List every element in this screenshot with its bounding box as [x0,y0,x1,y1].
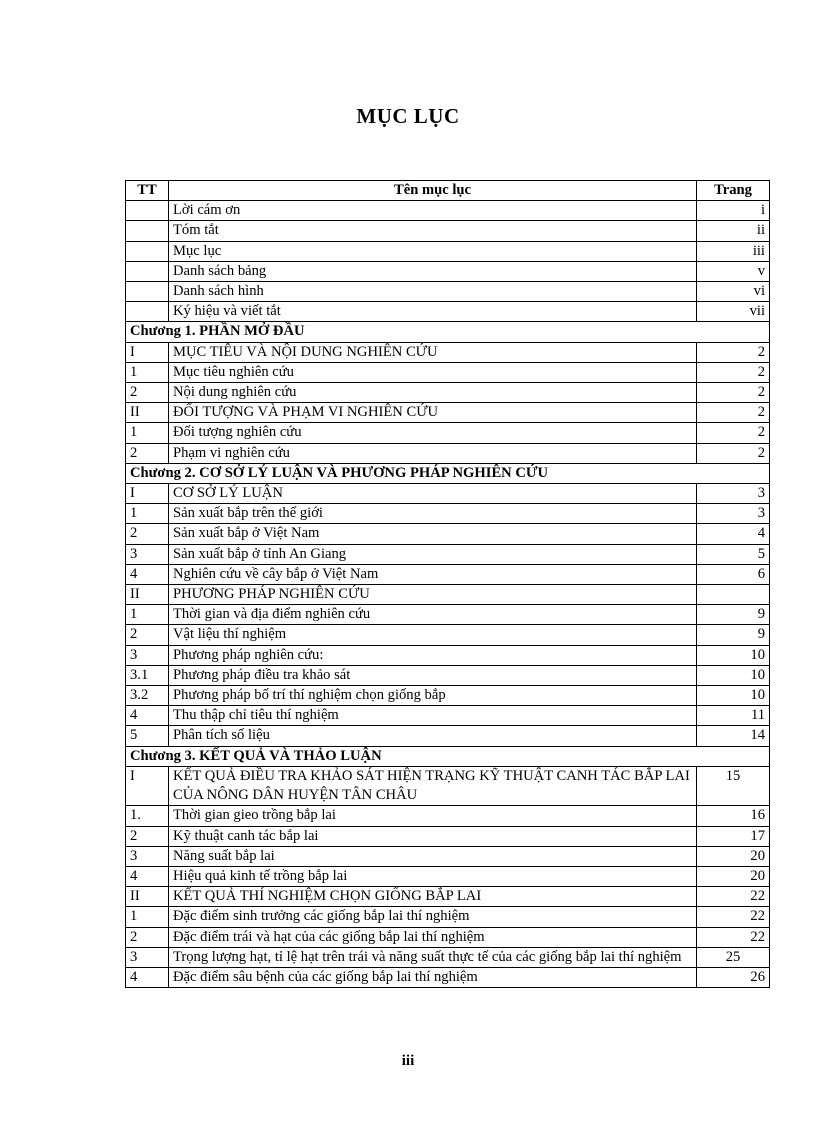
toc-entry-name: Ký hiệu và viết tắt [169,302,697,322]
toc-page [697,585,770,605]
toc-row [126,686,770,706]
toc-entry-name: Nội dung nghiên cứu [169,383,697,403]
toc-row [126,907,770,927]
toc-row [126,806,770,826]
toc-row [126,282,770,302]
toc-page: 2 [697,383,770,403]
toc-tt: 1 [126,423,169,443]
toc-entry-name: Tóm tắt [169,221,697,241]
toc-tt: 1 [126,907,169,927]
toc-row [126,585,770,605]
toc-row [126,766,770,805]
toc-entry-name: Đặc điểm trái và hạt của các giống bắp lai thí nghiệm [169,927,697,947]
toc-tt: 4 [126,564,169,584]
toc-row [126,605,770,625]
toc-page: 11 [697,706,770,726]
toc-row [126,423,770,443]
toc-tt: I [126,766,169,805]
toc-tt: 2 [126,625,169,645]
toc-page: 15 [697,766,770,805]
toc-tt: 1 [126,362,169,382]
toc-tt: 1. [126,806,169,826]
toc-page: 3 [697,504,770,524]
toc-page: vii [697,302,770,322]
toc-entry-name: Đặc điểm sinh trưởng các giống bắp lai thí nghiệm [169,907,697,927]
toc-entry-name: Đối tượng nghiên cứu [169,423,697,443]
toc-page: 17 [697,826,770,846]
toc-entry-name: Sản xuất bắp ở Việt Nam [169,524,697,544]
toc-row [126,342,770,362]
toc-tt: I [126,484,169,504]
toc-tt: 2 [126,383,169,403]
toc-entry-name: Năng suất bắp lai [169,846,697,866]
toc-page: 9 [697,605,770,625]
toc-chapter-row [126,463,770,483]
toc-page: 2 [697,362,770,382]
toc-tt [126,302,169,322]
header-page: Trang [697,181,770,201]
toc-row [126,544,770,564]
toc-body [126,201,770,988]
toc-entry-name: KẾT QUẢ THÍ NGHIỆM CHỌN GIỐNG BẮP LAI [169,887,697,907]
toc-entry-name: Phương pháp bố trí thí nghiệm chọn giống bắp [169,686,697,706]
toc-row [126,504,770,524]
toc-row [126,625,770,645]
toc-page: 2 [697,423,770,443]
toc-entry-name: Lời cám ơn [169,201,697,221]
toc-row [126,261,770,281]
toc-tt: I [126,342,169,362]
toc-page: 10 [697,665,770,685]
toc-page: 16 [697,806,770,826]
toc-entry-name: Danh sách bảng [169,261,697,281]
toc-entry-name: Thời gian gieo trồng bắp lai [169,806,697,826]
toc-row [126,947,770,967]
toc-entry-name: Phương pháp điều tra khảo sát [169,665,697,685]
toc-row [126,706,770,726]
toc-page: 2 [697,403,770,423]
toc-row [126,927,770,947]
toc-entry-name: Phạm vi nghiên cứu [169,443,697,463]
page-number: iii [401,1053,415,1069]
toc-entry-name: Phân tích số liệu [169,726,697,746]
chapter-title: Chương 1. PHẦN MỞ ĐẦU [126,322,770,342]
toc-chapter-row [126,746,770,766]
toc-page: 22 [697,887,770,907]
toc-tt: II [126,403,169,423]
toc-tt [126,282,169,302]
toc-entry-name: Đặc điểm sâu bệnh của các giống bắp lai thí nghiệm [169,967,697,987]
toc-row [126,362,770,382]
toc-entry-name: ĐỐI TƯỢNG VÀ PHẠM VI NGHIÊN CỨU [169,403,697,423]
toc-entry-name: Mục lục [169,241,697,261]
toc-page: 5 [697,544,770,564]
toc-entry-name: KẾT QUẢ ĐIỀU TRA KHẢO SÁT HIỆN TRẠNG KỸ THUẬT CANH TÁC BẮP LAI CỦA NÔNG DÂN HUYỆN TÂN CHÂU [169,766,697,805]
toc-row [126,826,770,846]
toc-page: 22 [697,927,770,947]
toc-row [126,866,770,886]
toc-entry-name: Vật liệu thí nghiệm [169,625,697,645]
toc-tt: 4 [126,967,169,987]
toc-tt: 1 [126,605,169,625]
toc-tt: 3.1 [126,665,169,685]
toc-tt [126,261,169,281]
toc-page: ii [697,221,770,241]
toc-entry-name: CƠ SỞ LÝ LUẬN [169,484,697,504]
toc-row [126,403,770,423]
toc-header-row [126,181,770,201]
toc-tt: II [126,887,169,907]
chapter-title: Chương 3. KẾT QUẢ VÀ THẢO LUẬN [126,746,770,766]
toc-page: 9 [697,625,770,645]
toc-page: iii [697,241,770,261]
toc-page: vi [697,282,770,302]
toc-row [126,241,770,261]
toc-page: 4 [697,524,770,544]
toc-row [126,201,770,221]
toc-tt: II [126,585,169,605]
toc-page: 2 [697,443,770,463]
toc-page: 26 [697,967,770,987]
toc-entry-name: PHƯƠNG PHÁP NGHIÊN CỨU [169,585,697,605]
toc-entry-name: Danh sách hình [169,282,697,302]
toc-page: 20 [697,866,770,886]
toc-tt: 3 [126,544,169,564]
toc-tt: 3 [126,645,169,665]
header-name: Tên mục lục [169,181,697,201]
toc-entry-name: Hiệu quả kinh tế trồng bắp lai [169,866,697,886]
toc-row [126,484,770,504]
toc-tt [126,221,169,241]
toc-row [126,665,770,685]
toc-tt: 3 [126,947,169,967]
toc-entry-name: Kỹ thuật canh tác bắp lai [169,826,697,846]
toc-row [126,524,770,544]
toc-page: 20 [697,846,770,866]
toc-table [125,180,770,988]
toc-entry-name: Sản xuất bắp ở tỉnh An Giang [169,544,697,564]
toc-row [126,564,770,584]
toc-row [126,846,770,866]
toc-tt: 3.2 [126,686,169,706]
toc-entry-name: Nghiên cứu về cây bắp ở Việt Nam [169,564,697,584]
toc-entry-name: Mục tiêu nghiên cứu [169,362,697,382]
header-tt: TT [126,181,169,201]
toc-tt [126,201,169,221]
toc-tt: 2 [126,826,169,846]
toc-entry-name: Thu thập chỉ tiêu thí nghiệm [169,706,697,726]
toc-tt: 4 [126,866,169,886]
toc-tt: 4 [126,706,169,726]
toc-entry-name: Phương pháp nghiên cứu: [169,645,697,665]
toc-row [126,726,770,746]
toc-row [126,383,770,403]
toc-page: 10 [697,686,770,706]
toc-page: 22 [697,907,770,927]
toc-page: 3 [697,484,770,504]
page-title: MỤC LỤC [356,104,460,128]
toc-page: 10 [697,645,770,665]
toc-row [126,645,770,665]
toc-row [126,887,770,907]
toc-page: 25 [697,947,770,967]
toc-tt: 1 [126,504,169,524]
toc-tt: 2 [126,524,169,544]
toc-row [126,967,770,987]
toc-tt: 2 [126,443,169,463]
toc-page: 14 [697,726,770,746]
toc-tt: 5 [126,726,169,746]
toc-entry-name: Thời gian và địa điểm nghiên cứu [169,605,697,625]
toc-page: v [697,261,770,281]
toc-tt [126,241,169,261]
toc-page: i [697,201,770,221]
chapter-title: Chương 2. CƠ SỞ LÝ LUẬN VÀ PHƯƠNG PHÁP NGHIÊN CỨU [126,463,770,483]
toc-page: 2 [697,342,770,362]
toc-entry-name: MỤC TIÊU VÀ NỘI DUNG NGHIÊN CỨU [169,342,697,362]
toc-entry-name: Trọng lượng hạt, tỉ lệ hạt trên trái và năng suất thực tế của các giống bắp lai thí nghiệm [169,947,697,967]
toc-row [126,221,770,241]
toc-tt: 3 [126,846,169,866]
toc-chapter-row [126,322,770,342]
toc-page: 6 [697,564,770,584]
toc-row [126,302,770,322]
toc-row [126,443,770,463]
toc-entry-name: Sản xuất bắp trên thế giới [169,504,697,524]
toc-tt: 2 [126,927,169,947]
